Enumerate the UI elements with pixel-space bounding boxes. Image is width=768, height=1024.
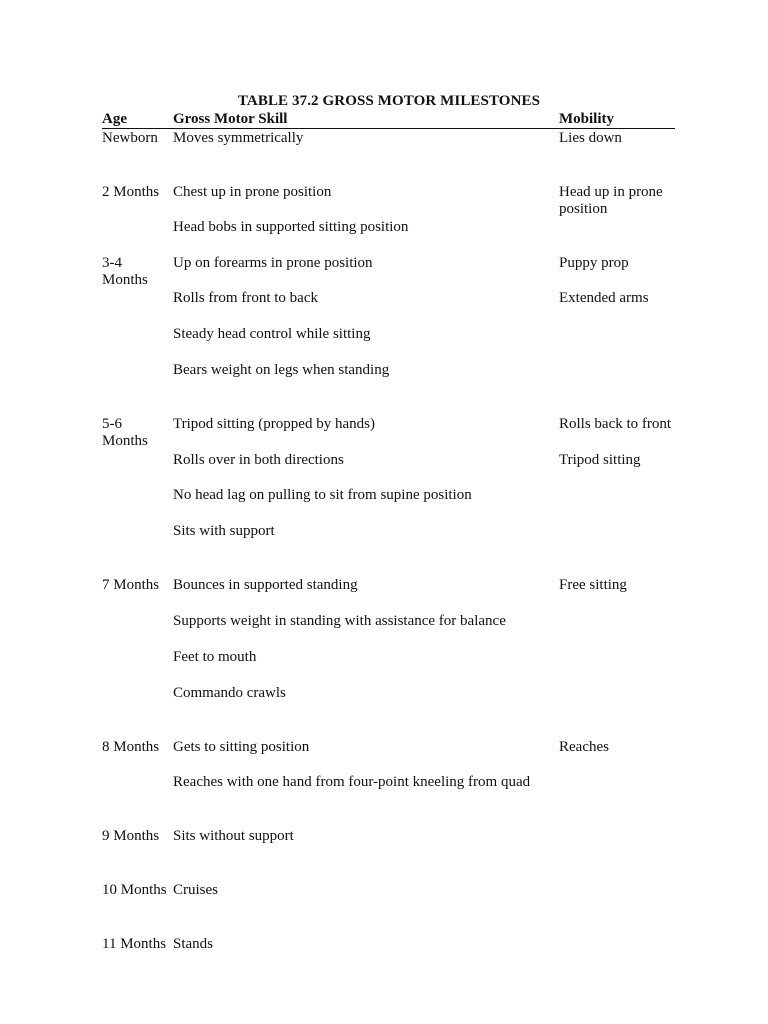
skill-cell: No head lag on pulling to sit from supine position [173,487,472,503]
table-title: TABLE 37.2 GROSS MOTOR MILESTONES [237,93,541,109]
skill-cell: Sits without support [173,828,294,844]
age-cell: 9 Months [102,828,160,844]
skill-cell: Commando crawls [173,685,286,701]
header-mobility: Mobility [559,111,614,127]
age-cell: 3-4 [102,255,122,271]
age-cell: 8 Months [102,739,160,755]
skill-cell: Moves symmetrically [173,130,304,146]
skill-cell: Reaches with one hand from four-point kneeling from quad [173,774,531,790]
header-skill: Gross Motor Skill [173,111,288,127]
skill-cell: Cruises [173,882,218,898]
header-age: Age [102,111,127,127]
mobility-cell: Free sitting [559,577,627,593]
mobility-cell: Rolls back to front [559,416,672,432]
age-cell: 11 Months [102,936,167,952]
age-cell: 2 Months [102,184,160,200]
skill-cell: Chest up in prone position [173,184,332,200]
mobility-cell: Lies down [559,130,622,146]
skill-cell: Tripod sitting (propped by hands) [173,416,375,432]
mobility-cell: Extended arms [559,290,649,306]
skill-cell: Stands [173,936,214,952]
skill-cell: Sits with support [173,523,275,539]
mobility-cell: position [559,201,608,217]
skill-cell: Feet to mouth [173,649,257,665]
age-cell: Months [102,433,148,449]
skill-cell: Supports weight in standing with assistance for balance [173,613,506,629]
skill-cell: Head bobs in supported sitting position [173,219,409,235]
mobility-cell: Tripod sitting [559,452,641,468]
age-cell: 5-6 [102,416,122,432]
age-cell: Newborn [102,130,158,146]
skill-cell: Rolls from front to back [173,290,318,306]
skill-cell: Rolls over in both directions [173,452,344,468]
skill-cell: Steady head control while sitting [173,326,371,342]
table-header [102,110,675,129]
mobility-cell: Puppy prop [559,255,629,271]
mobility-cell: Reaches [559,739,609,755]
age-cell: 10 Months [102,882,167,898]
skill-cell: Gets to sitting position [173,739,310,755]
skill-cell: Bears weight on legs when standing [173,362,390,378]
skill-cell: Up on forearms in prone position [173,255,373,271]
mobility-cell: Head up in prone [559,184,663,200]
age-cell: Months [102,272,148,288]
age-cell: 7 Months [102,577,160,593]
skill-cell: Bounces in supported standing [173,577,358,593]
